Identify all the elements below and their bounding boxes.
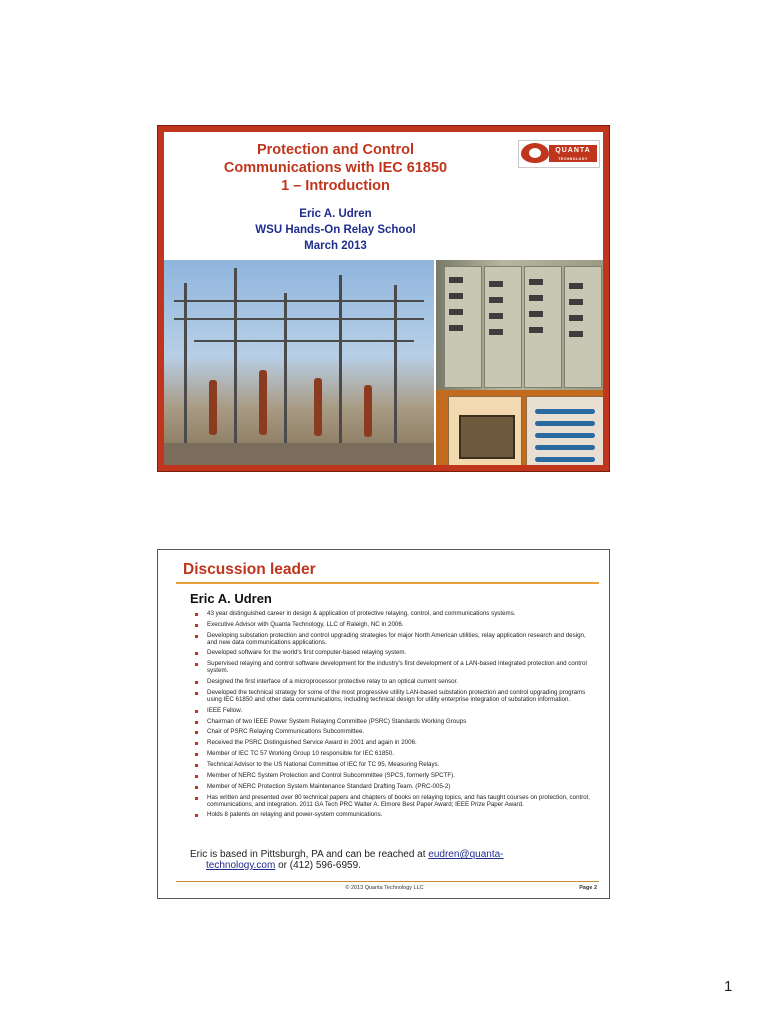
email-link-part2[interactable]: technology.com xyxy=(206,860,276,871)
bio-bullet: Developing substation protection and control upgrading strategies for major North American utilities, relay application research and design, and new data communications applications. xyxy=(194,633,594,647)
bio-bullet: Has written and presented over 80 technical papers and chapters of books on relaying topics, and has taught courses on protection, control, communications, and integration. 2011 GA Tech PRC Walter A. Elmore Best Paper Award; IEEE Prize Paper Award. xyxy=(194,795,594,809)
title-slide-content xyxy=(164,132,603,465)
heading-divider xyxy=(176,582,599,584)
email-link-part1[interactable]: eudren@quanta- xyxy=(428,849,504,860)
event-date: March 2013 xyxy=(304,240,367,252)
relay-device-photo xyxy=(448,396,522,465)
equipment-photos xyxy=(436,390,603,465)
bio-bullet: Member of NERC Protection System Maintenance Standard Drafting Team. (PRC-005-2) xyxy=(194,784,594,791)
footer-divider xyxy=(176,881,599,882)
bio-bullet: Developed the technical strategy for some of the most progressive utility LAN-based substation protection and control upgrading programs using IEC 61850 and other data communications, including technical design for utility enterprise integration of substation information. xyxy=(194,690,594,704)
bio-bullet: Received the PSRC Distinguished Service Award in 2001 and again in 2006. xyxy=(194,740,594,747)
event-name: WSU Hands-On Relay School xyxy=(255,224,416,236)
slide-title-line-3: 1 – Introduction xyxy=(281,178,390,194)
bio-bullet: Chair of PSRC Relaying Communications Subcommittee. xyxy=(194,729,594,736)
bio-bullet: Executive Advisor with Quanta Technology, LLC of Raleigh, NC in 2006. xyxy=(194,622,594,629)
title-slide xyxy=(157,125,610,472)
contact-suffix: or (412) 596-6959. xyxy=(275,860,361,871)
bio-bullet: IEEE Fellow. xyxy=(194,708,594,715)
bio-bullet-list xyxy=(194,611,594,823)
fiber-cable-photo xyxy=(526,396,603,465)
quanta-q-logo-icon xyxy=(521,143,549,163)
bio-bullet: Technical Advisor to the US National Committee of IEC for TC 95, Measuring Relays. xyxy=(194,762,594,769)
contact-prefix: Eric is based in Pittsburgh, PA and can be reached at xyxy=(190,849,429,860)
slide-subtitle xyxy=(164,206,507,254)
leader-name: Eric A. Udren xyxy=(190,591,272,606)
slide-title-line-1: Protection and Control xyxy=(256,142,415,158)
bio-bullet: Member of IEC TC 57 Working Group 10 responsible for IEC 61850. xyxy=(194,751,594,758)
bio-bullet: Designed the first interface of a microprocessor protective relay to an optical current sensor. xyxy=(194,679,594,686)
bio-bullet: Chairman of two IEEE Power System Relaying Committee (PSRC) Standards Working Groups xyxy=(194,719,594,726)
bio-bullet: Member of NERC System Protection and Control Subcommittee (SPCS, formerly SPCTF). xyxy=(194,773,594,780)
slide-title-line-2: Communications with IEC 61850 xyxy=(223,160,448,176)
slide-heading: Discussion leader xyxy=(183,561,316,578)
slide-page-label: Page 2 xyxy=(579,885,597,891)
slide-title xyxy=(164,141,507,195)
quanta-logo xyxy=(518,140,600,168)
bio-bullet: Supervised relaying and control software development for the industry's first development of a LAN-based integrated protection and control system. xyxy=(194,661,594,675)
bio-bullet: 43 year distinguished career in design & application of protective relaying, control, and communications systems. xyxy=(194,611,594,618)
logo-text: QUANTA xyxy=(555,147,591,154)
contact-info xyxy=(190,849,585,871)
logo-wordmark xyxy=(549,145,597,162)
copyright-text: © 2013 Quanta Technology LLC xyxy=(345,885,424,891)
logo-subtext: TECHNOLOGY xyxy=(558,157,588,161)
substation-photo xyxy=(164,260,434,465)
control-room-photo xyxy=(436,260,603,390)
bio-bullet: Developed software for the world's first computer-based relaying system. xyxy=(194,650,594,657)
page-number: 1 xyxy=(724,978,733,995)
bio-bullet: Holds 8 patents on relaying and power-system communications. xyxy=(194,812,594,819)
discussion-leader-slide xyxy=(157,549,610,899)
presenter-name: Eric A. Udren xyxy=(299,208,372,220)
